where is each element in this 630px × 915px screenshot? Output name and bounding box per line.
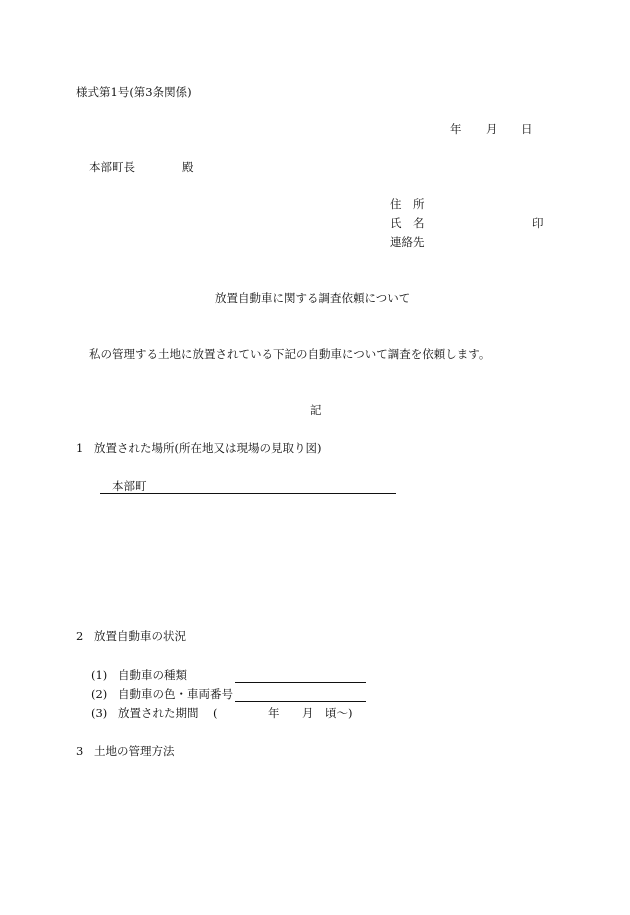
section-2-heading: 放置自動車の状況 bbox=[94, 629, 186, 643]
vehicle-color-underline bbox=[235, 701, 366, 702]
addressee-name: 本部町長 bbox=[89, 160, 135, 174]
vehicle-item-2-number: (2) bbox=[91, 687, 108, 701]
ki-heading: 記 bbox=[310, 403, 322, 417]
date-month-label: 月 bbox=[486, 122, 498, 136]
vehicle-type-underline bbox=[235, 682, 366, 683]
section-3-heading: 土地の管理方法 bbox=[94, 744, 175, 758]
form-number: 様式第1号(第3条関係) bbox=[76, 85, 192, 99]
applicant-contact-label: 連絡先 bbox=[390, 235, 425, 249]
addressee-honorific: 殿 bbox=[182, 160, 194, 174]
period-month-label: 月 bbox=[302, 706, 314, 720]
vehicle-item-3-label: 放置された期間 bbox=[118, 706, 199, 720]
location-underline bbox=[100, 493, 396, 494]
section-1-number: 1 bbox=[76, 441, 84, 455]
applicant-address-label: 住 所 bbox=[390, 197, 425, 211]
date-day-label: 日 bbox=[521, 122, 533, 136]
period-year-label: 年 bbox=[268, 706, 280, 720]
vehicle-item-2-label: 自動車の色・車両番号 bbox=[118, 687, 233, 701]
seal-label: 印 bbox=[532, 216, 544, 230]
period-paren-open: ( bbox=[213, 706, 218, 720]
vehicle-item-1-number: (1) bbox=[91, 668, 108, 682]
date-year-label: 年 bbox=[450, 122, 462, 136]
section-2-number: 2 bbox=[76, 629, 84, 643]
section-1-heading: 放置された場所(所在地又は現場の見取り図) bbox=[94, 441, 322, 455]
vehicle-item-3-number: (3) bbox=[91, 706, 108, 720]
vehicle-item-1-label: 自動車の種類 bbox=[118, 668, 187, 682]
body-text: 私の管理する土地に放置されている下記の自動車について調査を依頼します。 bbox=[89, 347, 491, 361]
applicant-name-label: 氏 名 bbox=[390, 216, 425, 230]
location-prefix: 本部町 bbox=[112, 479, 147, 493]
section-3-number: 3 bbox=[76, 744, 84, 758]
period-suffix: 頃～) bbox=[325, 706, 353, 720]
document-title: 放置自動車に関する調査依頼について bbox=[215, 291, 411, 305]
